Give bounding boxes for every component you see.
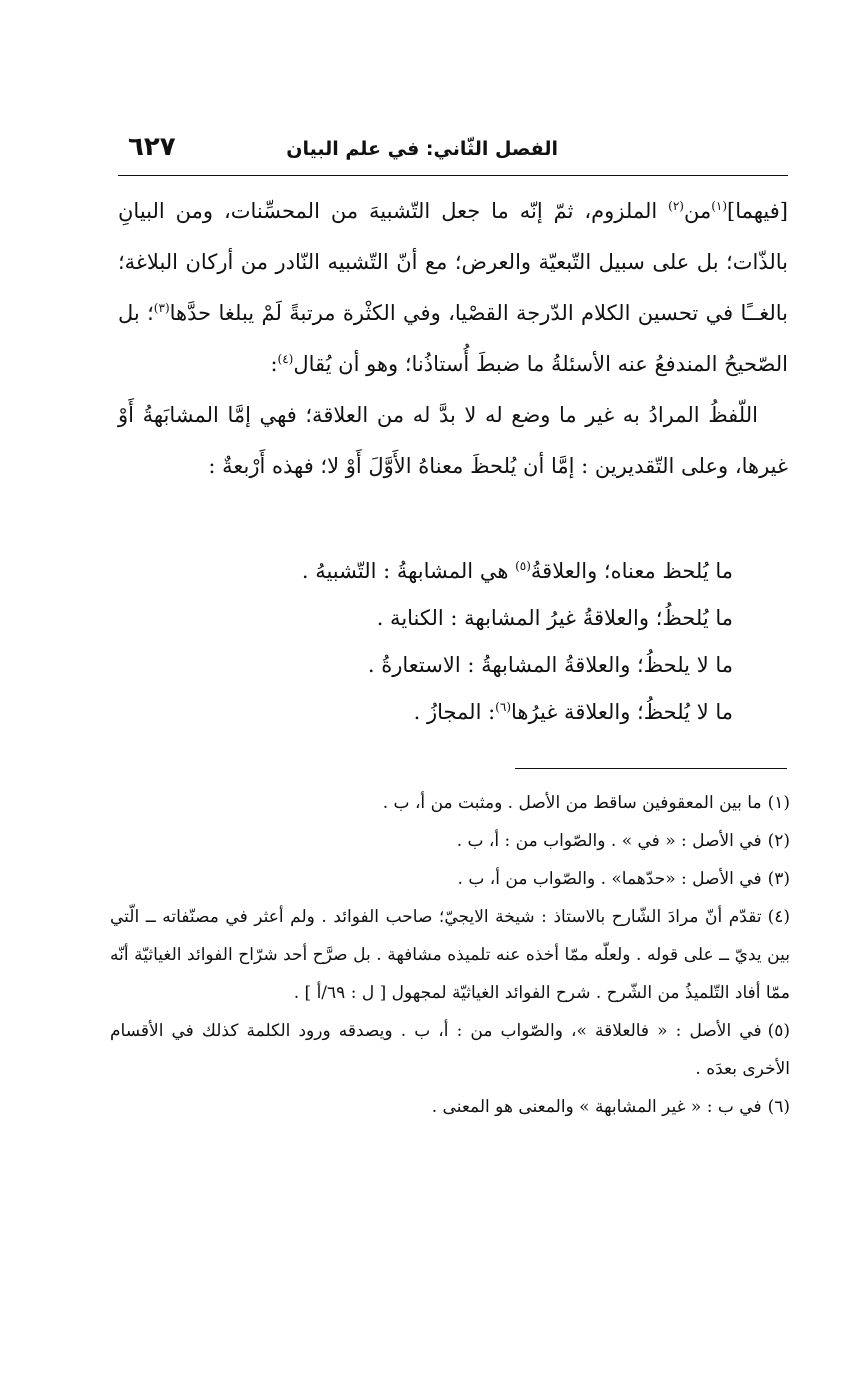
case-list (301, 548, 733, 736)
footnote-number: (١) (767, 793, 790, 813)
footnote-1 (110, 784, 790, 822)
case-line-4 (313, 689, 733, 736)
footnote-number: (٥) (767, 1021, 790, 1041)
text-run: : (270, 352, 278, 376)
footnote-marker-3[interactable]: (٣) (153, 301, 170, 315)
running-header (118, 132, 788, 176)
footnote-text: تقدّم أنّ مرادَ الشّارح بالاستاذ : شيخة الايجيّ؛ صاحب الفوائد . ولم أعثر في مصنّفاته ــ الّتي بين يديّ ــ على قوله . ولعلّه ممّا أخذه عنه تلميذه مشافهة . بل صرَّح أحد شرّاح الفوائد الغياثيّة أنّه ممّا أفاد التّلميذُ من الشّرح . شرح الفوائد الغياثيّة لمجهول [ ل : ٦٩/أ ] . (110, 907, 790, 1003)
page-number: ٦٢٧ (128, 132, 176, 162)
header-rule (118, 175, 788, 176)
footnote-text: في الأصل : «حدّهما» . والصّواب من أ، ب . (457, 869, 762, 889)
footnote-number: (٢) (767, 831, 790, 851)
footnote-marker-6[interactable]: (٦) (495, 700, 511, 714)
text-run: ما لا يُلحظُ؛ والعلاقة غيرُها (511, 700, 733, 724)
text-run: : المجازُ . (413, 700, 496, 724)
footnote-text: في الأصل : « فالعلاقة »، والصّواب من : أ، ب . ويصدقه ورود الكلمة كذلك في الأقسام الأخرى بعدَه . (110, 1021, 790, 1079)
footnote-3 (110, 860, 790, 898)
footnote-text: في الأصل : « في » . والصّواب من : أ، ب . (456, 831, 762, 851)
text-run: هي المشابهةُ : التّشبيهُ . (301, 559, 516, 583)
footnote-text: ما بين المعقوفين ساقط من الأصل . ومثبت من أ، ب . (382, 793, 762, 813)
paragraph-1 (118, 186, 788, 390)
main-text (118, 186, 788, 492)
case-line-3: ما لا يلحظُ؛ والعلاقةُ المشابهةُ : الاستعارةُ . (367, 653, 733, 677)
footnote-number: (٦) (767, 1097, 790, 1117)
footnote-6 (110, 1088, 790, 1126)
footnote-2 (110, 822, 790, 860)
text-run: من (683, 199, 712, 223)
footnote-rule (515, 768, 787, 769)
footnote-4 (110, 898, 790, 1012)
footnote-marker-2[interactable]: (٢) (668, 199, 684, 213)
footnote-marker-1[interactable]: (١) (711, 199, 728, 213)
text-run: [فيهما] (727, 199, 788, 223)
footnote-number: (٤) (767, 907, 790, 927)
text-run: ما يُلحظ معناه؛ والعلاقةُ (530, 559, 733, 583)
text-run: الملزوم، ثمّ إنّه ما جعل التّشبيهَ من المحسِّنات، ومن البيانِ بالذّات؛ بل على سبيل التّبعيّة والعرض؛ مع أنّ التّشبيه النّادر من أركان البلاغة؛ بالغــًا في تحسين الكلام الدّرجة القصْيا، وفي الكثْرة مرتبةً لَمْ يبلغا حدَّها (118, 199, 788, 325)
case-line-1 (301, 548, 733, 595)
text-run: ؛ بل الصّحيحُ المندفعُ عنه الأسئلةُ ما ضبطَ أُستاذُنا؛ وهو أن يُقال (118, 301, 788, 376)
footnotes (110, 784, 790, 1126)
footnote-5 (110, 1012, 790, 1088)
paragraph-2: اللّفظُ المرادُ به غير ما وضع له لا بدَّ له من العلاقة؛ فهي إمَّا المشابَهةُ أَوْ غيرها، وعلى التّقديرين : إمَّا أن يُلحظَ معناهُ الأَوَّلَ أَوْ لا؛ فهذه أَرْبعةٌ : (118, 403, 788, 478)
case-line-2: ما يُلحظُ؛ والعلاقةُ غيرُ المشابهة : الكناية . (376, 606, 733, 630)
footnote-marker-4[interactable]: (٤) (277, 352, 294, 366)
footnote-number: (٣) (767, 869, 790, 889)
footnote-text: في ب : « غير المشابهة » والمعنى هو المعنى . (431, 1097, 762, 1117)
footnote-marker-5[interactable]: (٥) (515, 559, 531, 573)
chapter-title: الفصل الثّاني: في علم البيان (286, 138, 558, 160)
